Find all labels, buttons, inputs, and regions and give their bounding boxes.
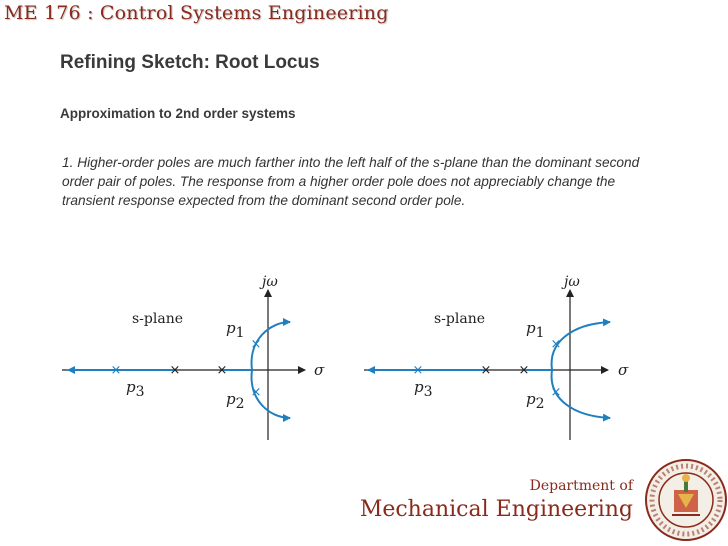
plane-label: s-plane	[434, 311, 486, 327]
department-of-label: Department of	[529, 478, 633, 494]
pole-label-p2: p2	[526, 390, 545, 412]
pole-marker: ×	[250, 385, 262, 400]
plane-label: s-plane	[132, 311, 184, 327]
pole-label-p2: p2	[226, 390, 245, 412]
real-axis-label: σ	[314, 361, 325, 379]
zero-marker: ×	[480, 363, 492, 378]
pole-label-p3: p3	[126, 378, 145, 400]
zero-marker: ×	[216, 363, 228, 378]
imag-axis-label: jω	[564, 274, 580, 290]
zero-marker: ×	[169, 363, 181, 378]
department-name: Mechanical Engineering	[359, 497, 633, 522]
pole-marker: ×	[110, 363, 122, 378]
real-axis-label: σ	[618, 361, 629, 379]
pole-label-p1: p1	[226, 319, 245, 341]
slide-title: Refining Sketch: Root Locus	[60, 52, 320, 73]
root-locus-right	[364, 274, 629, 440]
pole-marker: ×	[250, 337, 262, 352]
pole-label-p1: p1	[526, 319, 545, 341]
pole-marker: ×	[550, 337, 562, 352]
zero-marker: ×	[518, 363, 530, 378]
course-title: ME 176 : Control Systems Engineering	[4, 2, 389, 24]
imag-axis-label: jω	[262, 274, 278, 290]
college-of-engineering-seal-icon	[644, 456, 728, 544]
root-locus-left	[62, 274, 325, 440]
pole-label-p3: p3	[414, 378, 433, 400]
section-heading: Approximation to 2nd order systems	[60, 106, 296, 121]
bullet-text: 1. Higher-order poles are much farther into the left half of the s-plane than the dominant second order pair of poles. The response from a higher order pole does not appreciably change the transient response expected from the dominant second order pole.	[62, 155, 640, 208]
pole-marker: ×	[550, 385, 562, 400]
pole-marker: ×	[412, 363, 424, 378]
